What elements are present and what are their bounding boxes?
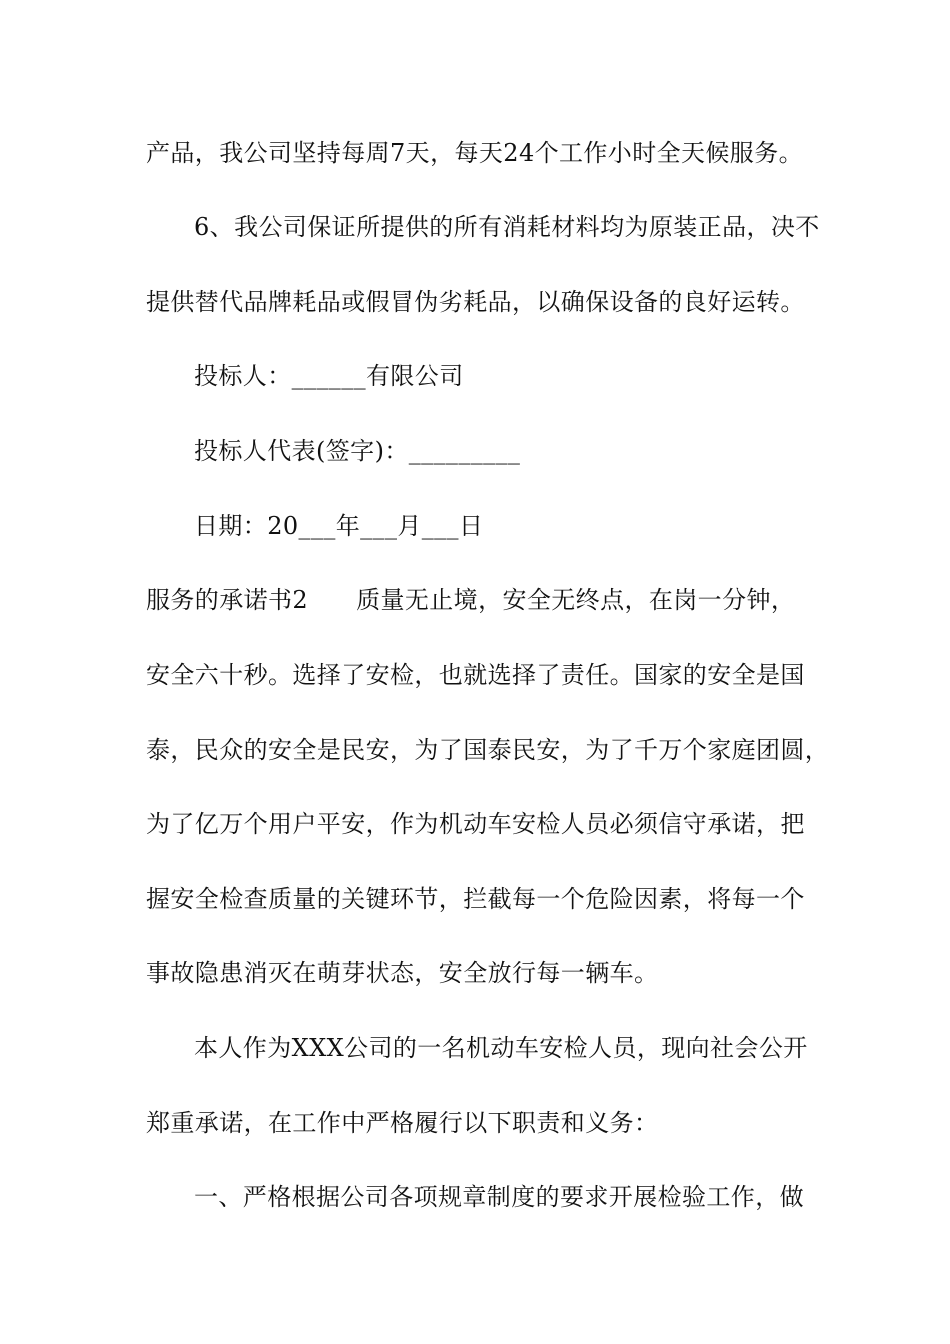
text-line: 郑重承诺，在工作中严格履行以下职责和义务： [146, 1109, 659, 1137]
text-line: 6、我公司保证所提供的所有消耗材料均为原装正品，决不 [194, 213, 820, 241]
signature-line: 投标人代表(签字)：_________ [194, 437, 521, 465]
text-segment: 质量无止境，安全无终点，在岗一分钟， [356, 586, 796, 614]
text-line: 产品，我公司坚持每周7天，每天24个工作小时全天候服务。 [146, 139, 804, 167]
text-line: 握安全检查质量的关键环节，拦截每一个危险因素，将每一个 [146, 885, 805, 913]
bidder-line: 投标人：______有限公司 [194, 362, 464, 390]
text-line: 事故隐患消灭在萌芽状态，安全放行每一辆车。 [146, 959, 659, 987]
section-title: 服务的承诺书2 [146, 586, 309, 614]
text-line: 泰，民众的安全是民安，为了国泰民安，为了千万个家庭团圆， [146, 736, 830, 764]
text-line: 为了亿万个用户平安，作为机动车安检人员必须信守承诺，把 [146, 810, 805, 838]
text-line: 本人作为XXX公司的一名机动车安检人员，现向社会公开 [194, 1034, 808, 1062]
text-line: 一、严格根据公司各项规章制度的要求开展检验工作，做 [194, 1183, 804, 1211]
text-line: 安全六十秒。选择了安检，也就选择了责任。国家的安全是国 [146, 661, 805, 689]
text-line: 提供替代品牌耗品或假冒伪劣耗品，以确保设备的良好运转。 [146, 288, 805, 316]
date-line: 日期：20___年___月___日 [194, 512, 484, 540]
section-title-line [146, 585, 795, 615]
